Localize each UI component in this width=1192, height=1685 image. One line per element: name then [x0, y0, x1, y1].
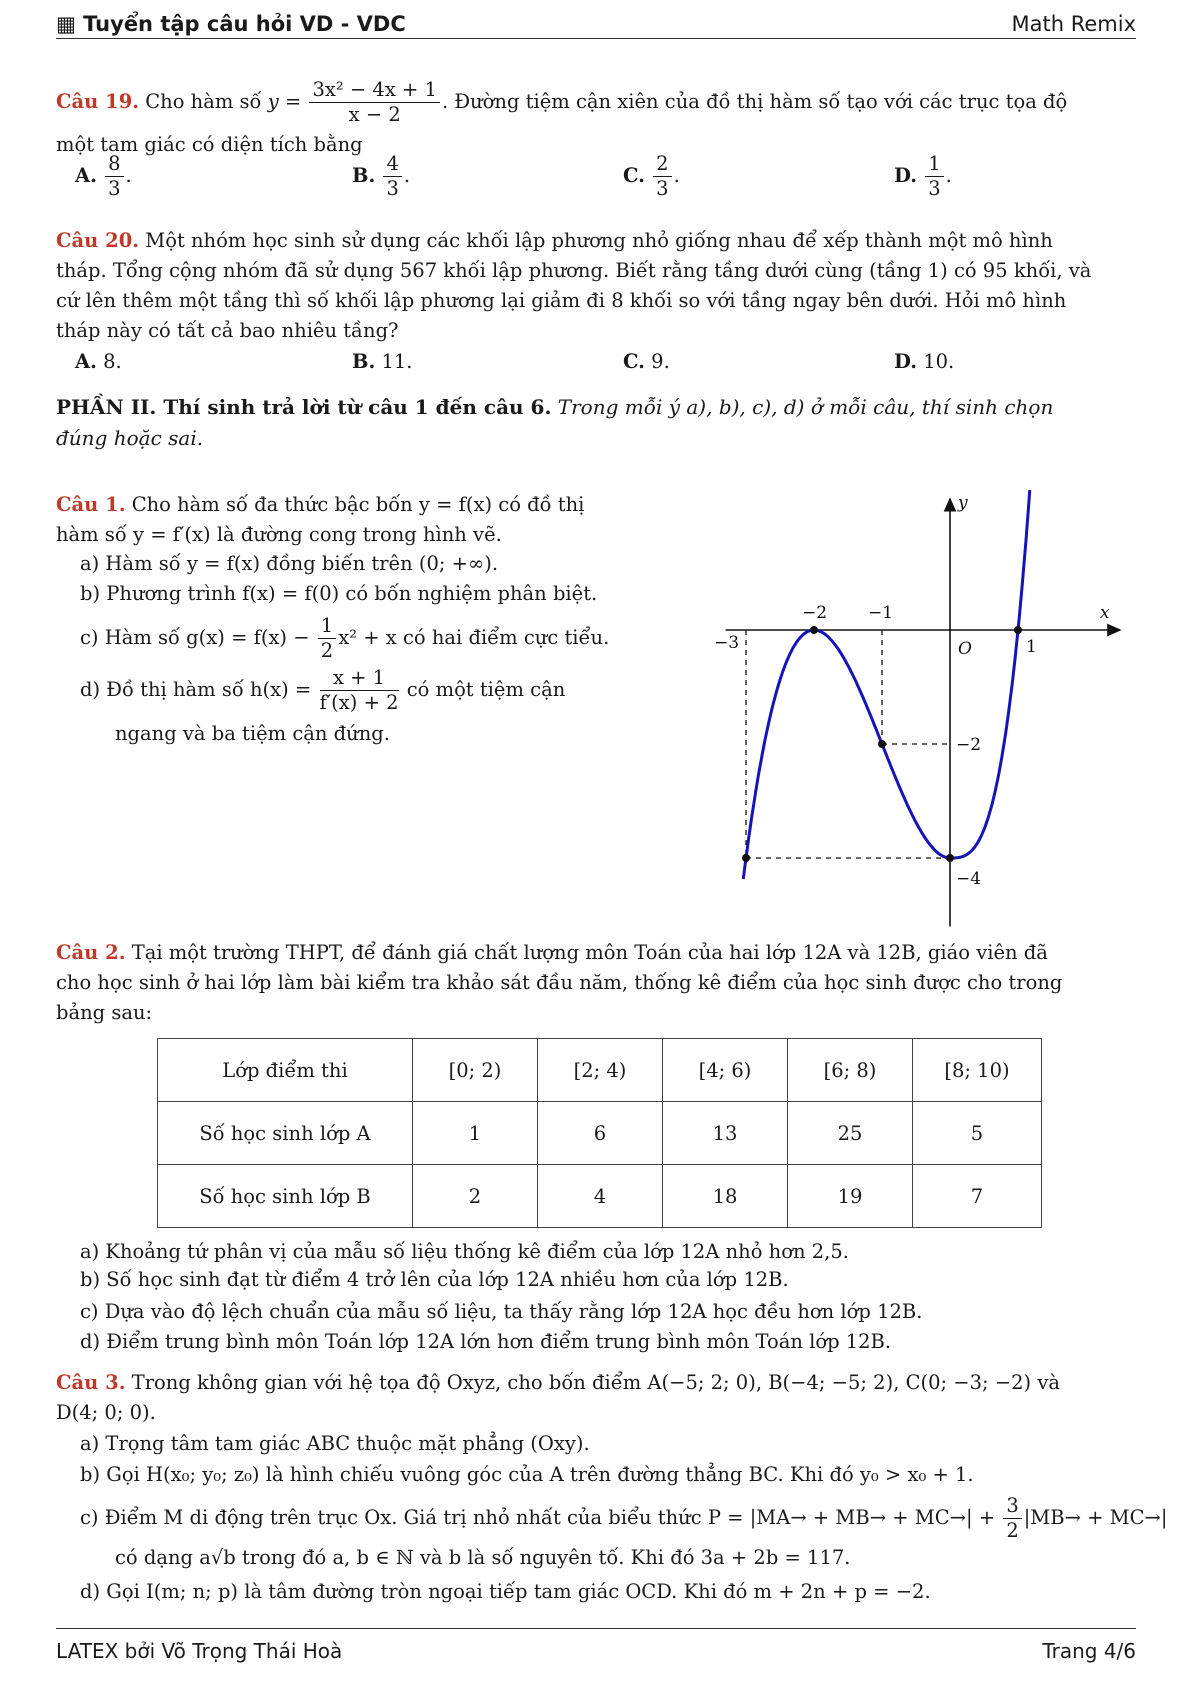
graph-labels	[714, 493, 1110, 889]
c3-statement-c-line2: có dạng a√b trong đó a, b ∈ ℕ và b là số nguyên tố. Khi đó 3a + 2b = 117.	[115, 1546, 851, 1569]
c2-statement-b: b) Số học sinh đạt từ điểm 4 trở lên của lớp 12A nhiều hơn của lớp 12B.	[80, 1268, 789, 1291]
graph-point	[742, 854, 750, 862]
graph-point	[878, 740, 886, 748]
c2-statement-a: a) Khoảng tứ phân vị của mẫu số liệu thống kê điểm của lớp 12A nhỏ hơn 2,5.	[80, 1240, 849, 1263]
table-row	[158, 1102, 1042, 1165]
table-cell: 25	[788, 1102, 913, 1165]
header-title: ▦ Tuyển tập câu hỏi VD - VDC	[56, 12, 406, 36]
graph-point	[1014, 626, 1022, 634]
tick-label: −2	[802, 603, 828, 623]
table-header-row	[158, 1039, 1042, 1102]
x-axis-label: x	[1100, 603, 1110, 623]
page-footer	[56, 1628, 1136, 1665]
c3-statement-d: d) Gọi I(m; n; p) là tâm đường tròn ngoại tiếp tam giác OCD. Khi đó m + 2n + p = −2.	[80, 1580, 931, 1603]
tick-label: −3	[714, 633, 740, 653]
score-table	[157, 1038, 1042, 1228]
table-cell: 13	[663, 1102, 788, 1165]
table-cell: 4	[538, 1165, 663, 1228]
c1-statement-d: d) Đồ thị hàm số h(x) = $\frac{x + 1}{f'(x) + 2}$ có một tiệm cận	[80, 666, 566, 714]
function-fraction: $\frac{\text{3x² − 4x + 1}}{x - 2}$	[309, 78, 440, 127]
table-header-cell: [4; 6)	[663, 1039, 788, 1102]
question-number: Câu 2.	[56, 941, 126, 964]
question-19-line2: một tam giác có diện tích bằng	[56, 133, 363, 156]
graph-point	[810, 626, 818, 634]
table-cell: Số học sinh lớp B	[158, 1165, 413, 1228]
derivative-curve	[743, 490, 1031, 879]
question-number: Câu 1.	[56, 493, 126, 516]
question-20: Câu 20. Một nhóm học sinh sử dụng các khối lập phương nhỏ giống nhau để xếp thành một mô hình tháp. Tổng cộng nhóm đã sử dụng 567 khối lập phương. Biết rằng tầng dưới cùng (tầng 1) có 95 khối, và cứ lên thêm một tầng thì số khối lập phương lại giảm đi 8 khối so với tầng ngay bên dưới. Hỏi mô hình tháp này có tất cả bao nhiêu tầng?	[56, 229, 1092, 342]
question-number: Câu 20.	[56, 229, 140, 252]
table-header-cell: [6; 8)	[788, 1039, 913, 1102]
option-b[interactable]: B. $\frac{4}{3}$ .	[352, 152, 411, 200]
option-c[interactable]: C. $\frac{2}{3}$ .	[623, 152, 680, 200]
graph-point	[946, 854, 954, 862]
function-lhs: y =	[267, 90, 302, 113]
graph-axes	[726, 499, 1120, 927]
header-right: Math Remix	[1011, 12, 1136, 36]
c1-statement-c: c) Hàm số g(x) = f(x) − $\frac{1}{2}$ x² + x có hai điểm cực tiểu.	[80, 614, 610, 662]
c1-statement-d-line2: ngang và ba tiệm cận đứng.	[115, 722, 390, 745]
y-axis-label: y	[958, 493, 968, 513]
question-text: Cho hàm số	[145, 90, 262, 113]
option-c[interactable]: C. 9.	[623, 350, 670, 373]
table-cell: 18	[663, 1165, 788, 1228]
tick-label: 1	[1026, 637, 1037, 657]
table-header-cell: [0; 2)	[413, 1039, 538, 1102]
option-d[interactable]: D. $\frac{1}{3}$ .	[894, 152, 952, 200]
option-a[interactable]: A. 8.	[75, 350, 122, 373]
c3-question: Câu 3. Trong không gian với hệ tọa độ Oxyz, cho bốn điểm A(−5; 2; 0), B(−4; −5; 2), C(0; −3; −2) và D(4; 0; 0).	[56, 1371, 1061, 1424]
table-row	[158, 1165, 1042, 1228]
page-header	[56, 10, 1136, 39]
tick-label: −2	[956, 735, 982, 755]
page-number: Trang 4/6	[1042, 1639, 1136, 1663]
table-header-cell: [2; 4)	[538, 1039, 663, 1102]
question-19: Câu 19. Cho hàm số y = $\frac{\text{3x² − 4x + 1}}{x - 2}$ . Đường tiệm cận xiên của đồ thị hàm số tạo với các trục tọa độ	[56, 78, 1068, 126]
c3-statement-c: c) Điểm M di động trên trục Ox. Giá trị nhỏ nhất của biểu thức P = |MA→ + MB→ + MC→| + $\frac{3}{2}$ |MB→ + MC→|	[80, 1494, 1168, 1542]
table-cell: 19	[788, 1165, 913, 1228]
table-header-cell: Lớp điểm thi	[158, 1039, 413, 1102]
c1-statement-a: a) Hàm số y = f(x) đồng biến trên (0; +∞).	[80, 552, 499, 575]
table-cell: 7	[913, 1165, 1042, 1228]
option-a[interactable]: A. $\frac{8}{3}$ .	[75, 152, 132, 200]
question-number: Câu 19.	[56, 90, 140, 113]
c1-statement-b: b) Phương trình f(x) = f(0) có bốn nghiệm phân biệt.	[80, 582, 598, 605]
c2-question: Câu 2. Tại một trường THPT, để đánh giá chất lượng môn Toán của hai lớp 12A và 12B, giáo viên đã cho học sinh ở hai lớp làm bài kiểm tra khảo sát đầu năm, thống kê điểm của học sinh được cho trong bảng sau:	[56, 941, 1063, 1024]
book-icon: ▦	[56, 12, 84, 36]
table-cell: Số học sinh lớp A	[158, 1102, 413, 1165]
part-2-heading: PHẦN II. Thí sinh trả lời từ câu 1 đến câu 6. Trong mỗi ý a), b), c), d) ở mỗi câu, thí sinh chọn đúng hoặc sai.	[56, 395, 1054, 450]
table-cell: 2	[413, 1165, 538, 1228]
table-header-cell: [8; 10)	[913, 1039, 1042, 1102]
tick-label: −1	[868, 603, 894, 623]
origin-label: O	[958, 639, 972, 659]
tick-label: −4	[956, 869, 982, 889]
derivative-graph	[690, 490, 1130, 930]
c3-statement-a: a) Trọng tâm tam giác ABC thuộc mặt phẳng (Oxy).	[80, 1432, 590, 1455]
c2-statement-c: c) Dựa vào độ lệch chuẩn của mẫu số liệu, ta thấy rằng lớp 12A học đều hơn lớp 12B.	[80, 1300, 923, 1323]
footer-credit: LATEX bởi Võ Trọng Thái Hoà	[56, 1639, 343, 1663]
option-d[interactable]: D. 10.	[894, 350, 955, 373]
table-cell: 1	[413, 1102, 538, 1165]
option-b[interactable]: B. 11.	[352, 350, 413, 373]
question-number: Câu 3.	[56, 1371, 126, 1394]
table-cell: 5	[913, 1102, 1042, 1165]
table-cell: 6	[538, 1102, 663, 1165]
c2-statement-d: d) Điểm trung bình môn Toán lớp 12A lớn hơn điểm trung bình môn Toán lớp 12B.	[80, 1330, 892, 1353]
c1-question: Câu 1. Cho hàm số đa thức bậc bốn y = f(x) có đồ thị hàm số y = f′(x) là đường cong trong hình vẽ.	[56, 493, 585, 546]
c3-statement-b: b) Gọi H(x₀; y₀; z₀) là hình chiếu vuông góc của A trên đường thẳng BC. Khi đó y₀ > x₀ + 1.	[80, 1463, 974, 1486]
